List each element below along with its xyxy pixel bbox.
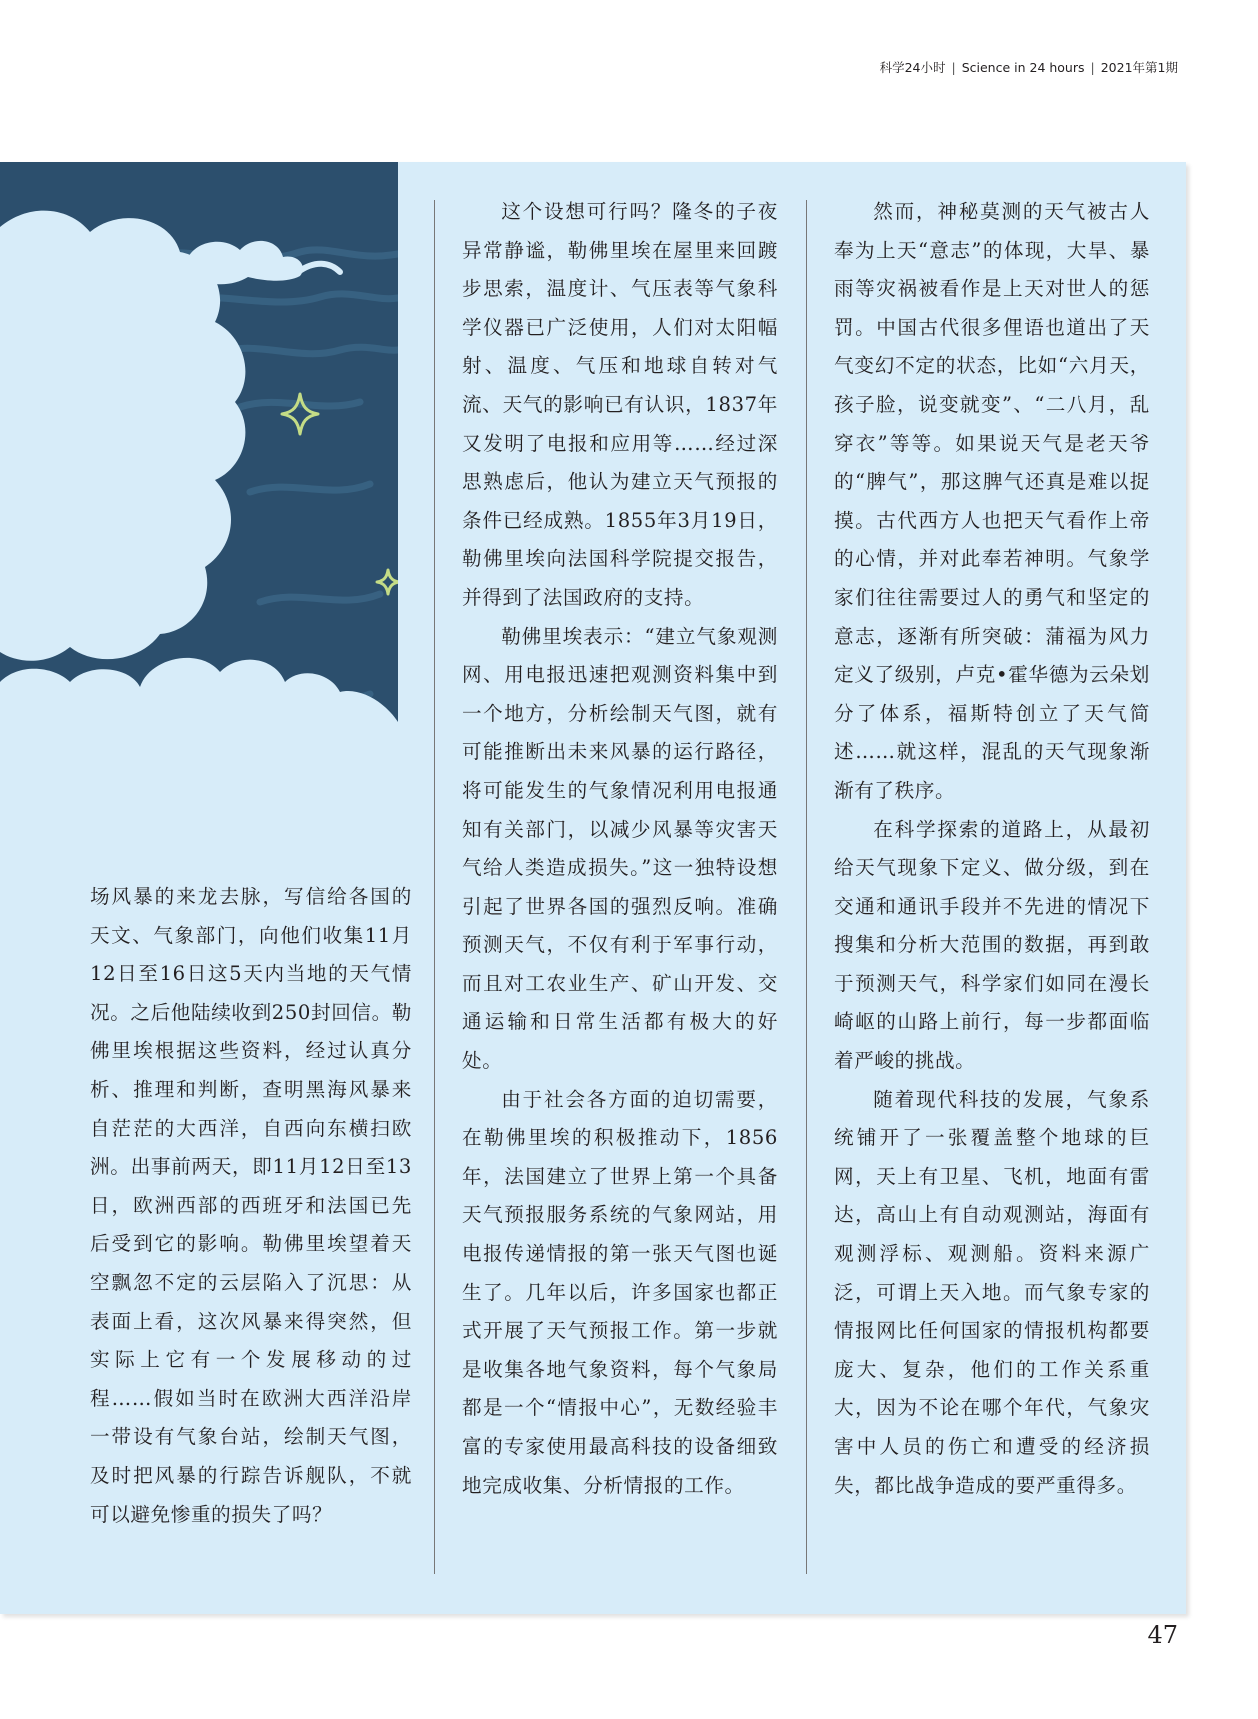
column-divider <box>434 200 435 1574</box>
article-column-1 <box>90 878 412 1534</box>
header-separator: | <box>951 60 956 75</box>
article-paragraph: 场风暴的来龙去脉，写信给各国的天文、气象部门，向他们收集11月12日至16日这5天内当地的天气情况。之后他陆续收到250封回信。勒佛里埃根据这些资料，经过认真分析、推理和判断，查明黑海风暴来自茫茫的大西洋，自西向东横扫欧洲。出事前两天，即11月12日至13日，欧洲西部的西班牙和法国已先后受到它的影响。勒佛里埃望着天空飘忽不定的云层陷入了沉思：从表面上看，这次风暴来得突然，但实际上它有一个发展移动的过程……假如当时在欧洲大西洋沿岸一带设有气象台站，绘制天气图，及时把风暴的行踪告诉舰队，不就可以避免惨重的损失了吗？ <box>90 885 412 1526</box>
night-sky-cloud-illustration <box>0 162 398 817</box>
column-divider <box>806 200 807 1574</box>
article-paragraph: 勒佛里埃表示：“建立气象观测网、用电报迅速把观测资料集中到一个地方，分析绘制天气图，就有可能推断出未来风暴的运行路径，将可能发生的气象情况利用电报通知有关部门，以减少风暴等灾害天气给人类造成损失。”这一独特设想引起了世界各国的强烈反响。准确预测天气，不仅有利于军事行动，而且对工农业生产、矿山开发、交通运输和日常生活都有极大的好处。 <box>462 624 778 1073</box>
article-paragraph: 这个设想可行吗？隆冬的子夜异常静谧，勒佛里埃在屋里来回踱步思索，温度计、气压表等气象科学仪器已广泛使用，人们对太阳幅射、温度、气压和地球自转对气流、天气的影响已有认识，1837年又发明了电报和应用等……经过深思熟虑后，他认为建立天气预报的条件已经成熟。1855年3月19日，勒佛里埃向法国科学院提交报告，并得到了法国政府的支持。 <box>462 200 778 609</box>
article-column-2 <box>462 193 778 1505</box>
header-separator: | <box>1090 60 1095 75</box>
article-paragraph: 随着现代科技的发展，气象系统铺开了一张覆盖整个地球的巨网，天上有卫星、飞机，地面有雷达，高山上有自动观测站，海面有观测浮标、观测船。资料来源广泛，可谓上天入地。而气象专家的情报网比任何国家的情报机构都要庞大、复杂，他们的工作关系重大，因为不论在哪个年代，气象灾害中人员的伤亡和遭受的经济损失，都比战争造成的要严重得多。 <box>834 1087 1150 1497</box>
issue-label: 2021年第1期 <box>1100 60 1178 75</box>
illustration-graphic <box>0 162 398 817</box>
article-paragraph: 然而，神秘莫测的天气被古人奉为上天“意志”的体现，大旱、暴雨等灾祸被看作是上天对世人的惩罚。中国古代很多俚语也道出了天气变幻不定的状态，比如“六月天，孩子脸，说变就变”、“二八月，乱穿衣”等等。如果说天气是老天爷的“脾气”，那这脾气还真是难以捉摸。古代西方人也把天气看作上帝的心情，并对此奉若神明。气象学家们往往需要过人的勇气和坚定的意志，逐渐有所突破：蒲福为风力定义了级别，卢克•霍华德为云朵划分了体系，福斯特创立了天气简述……就这样，混乱的天气现象渐渐有了秩序。 <box>834 200 1150 802</box>
article-paragraph: 在科学探索的道路上，从最初给天气现象下定义、做分级，到在交通和通讯手段并不先进的情况下搜集和分析大范围的数据，再到敢于预测天气，科学家们如同在漫长崎岖的山路上前行，每一步都面临着严峻的挑战。 <box>834 817 1150 1073</box>
article-paragraph: 由于社会各方面的迫切需要，在勒佛里埃的积极推动下，1856年，法国建立了世界上第一个具备天气预报服务系统的气象网站，用电报传递情报的第一张天气图也诞生了。几年以后，许多国家也都正式开展了天气预报工作。第一步就是收集各地气象资料，每个气象局都是一个“情报中心”，无数经验丰富的专家使用最高科技的设备细致地完成收集、分析情报的工作。 <box>462 1087 778 1497</box>
article-column-3 <box>834 193 1150 1505</box>
magazine-name: 科学24小时 <box>879 60 946 75</box>
magazine-english-name: Science in 24 hours <box>961 60 1085 75</box>
running-header <box>880 58 1178 76</box>
page-number: 47 <box>1147 1621 1178 1649</box>
